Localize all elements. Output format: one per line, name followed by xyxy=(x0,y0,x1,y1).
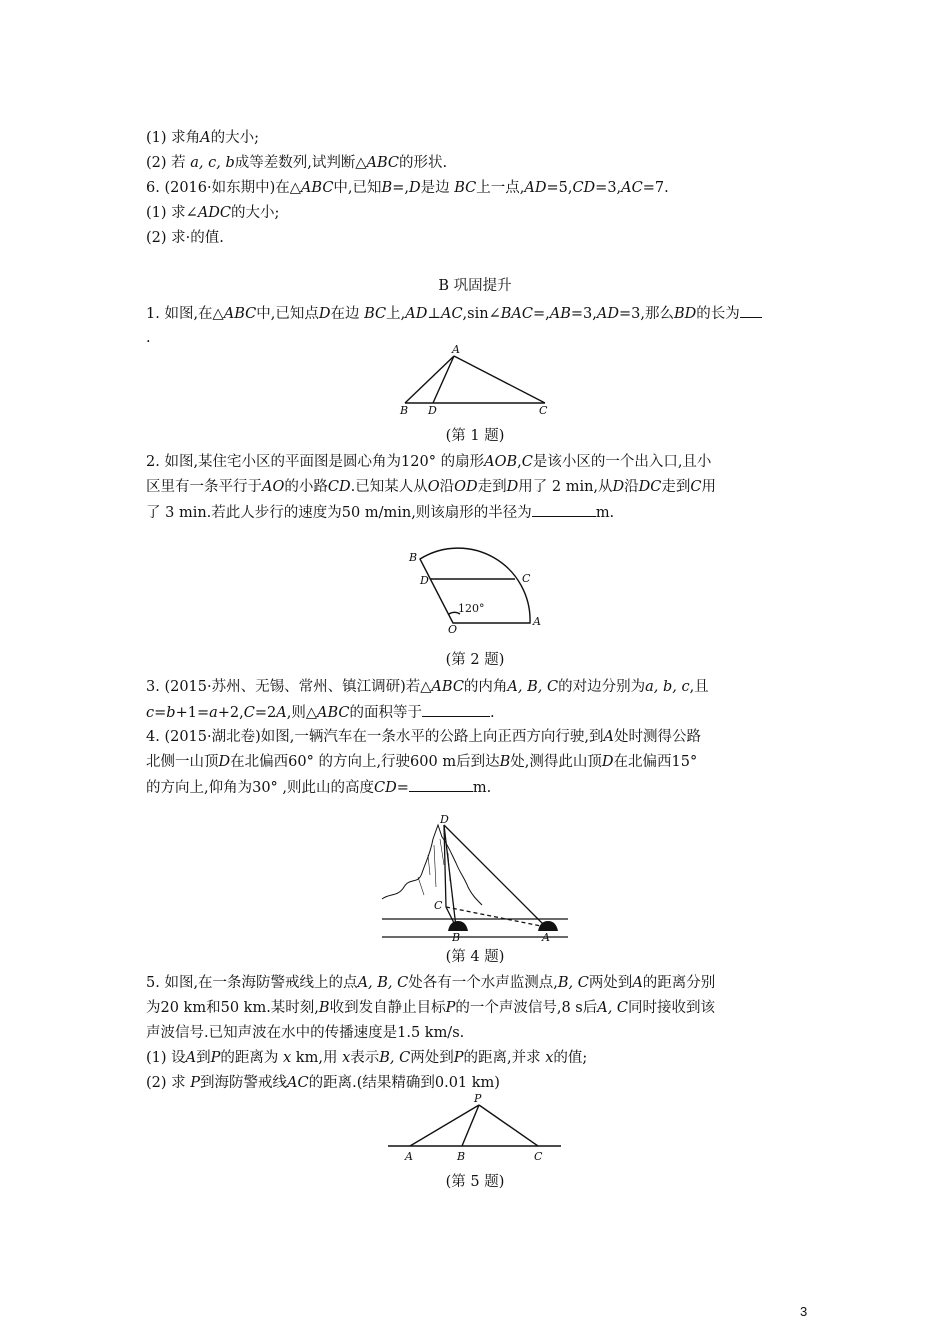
var: AOB xyxy=(484,454,518,470)
var: ABC xyxy=(316,705,350,721)
q5-sub2 xyxy=(146,153,447,173)
segment-da xyxy=(444,825,546,927)
var: CD xyxy=(374,780,397,796)
text: =, xyxy=(532,306,550,322)
text: 到 xyxy=(196,1050,211,1066)
text: 走到 xyxy=(477,479,507,495)
text: 上一点, xyxy=(476,180,525,196)
q5-sub-2 xyxy=(146,1073,500,1093)
var: ABC xyxy=(223,306,257,322)
var: A, C xyxy=(597,1000,629,1016)
car-b-icon xyxy=(448,921,468,931)
text: (1) 设 xyxy=(146,1050,186,1066)
label-c: C xyxy=(522,572,531,585)
answer-blank xyxy=(409,777,473,792)
var: D xyxy=(612,479,625,495)
var: x xyxy=(283,1050,292,1066)
var: OD xyxy=(454,479,478,495)
text: 成等差数列,试判断△ xyxy=(234,155,367,171)
q1-figure xyxy=(395,343,560,418)
segment-ap xyxy=(410,1105,479,1146)
text: 的距离,并求 xyxy=(463,1050,541,1066)
text: 的大小; xyxy=(231,205,280,221)
var: CD xyxy=(572,180,596,196)
text: 是该小区的一个出入口,且小 xyxy=(532,454,712,470)
var: AB xyxy=(549,306,571,322)
q1-stem xyxy=(146,303,762,324)
text: (2) 若 xyxy=(146,155,186,171)
text: 的距离.(结果精确到0.01 km) xyxy=(308,1075,500,1091)
text: 的距离分别 xyxy=(642,975,716,991)
q4-figure xyxy=(378,815,573,945)
var: A, B, C xyxy=(357,975,409,991)
text: , xyxy=(517,454,522,470)
label-d: D xyxy=(420,574,429,587)
text: =7. xyxy=(642,180,669,196)
text: (2) 求 xyxy=(146,1075,186,1091)
q5-caption: (第 5 题) xyxy=(445,1174,505,1190)
segment-bp xyxy=(462,1105,479,1146)
var: c xyxy=(146,705,155,721)
text: 的对边分别为 xyxy=(558,679,646,695)
segment-ab xyxy=(405,356,454,403)
label-d: D xyxy=(440,813,449,826)
text: =3,那么 xyxy=(618,306,674,322)
text: =5, xyxy=(546,180,573,196)
var: B, C xyxy=(557,975,589,991)
text: 的距离为 xyxy=(220,1050,279,1066)
q6-sub1 xyxy=(146,203,279,223)
text: ,sin∠ xyxy=(462,306,501,322)
q4-line3 xyxy=(146,777,491,798)
text: =3, xyxy=(595,180,622,196)
text: 3. (2015·苏州、无锡、常州、镇江调研)若△ xyxy=(146,679,432,695)
text: 用 xyxy=(701,479,717,495)
var: B, C xyxy=(379,1050,411,1066)
text: (1) 求∠ xyxy=(146,205,198,221)
text: 的内角 xyxy=(463,679,508,695)
var: AD xyxy=(596,306,619,322)
var: BC xyxy=(364,306,387,322)
text: 用了 2 min,从 xyxy=(518,479,613,495)
var: C xyxy=(690,479,702,495)
q2-line3 xyxy=(146,502,614,523)
text: = xyxy=(154,705,167,721)
text: ,则△ xyxy=(286,705,317,721)
var: D xyxy=(318,306,331,322)
text: +1= xyxy=(175,705,210,721)
text: 的一个声波信号,8 s后 xyxy=(455,1000,598,1016)
text: 上, xyxy=(386,306,406,322)
text: 5. 如图,在一条海防警戒线上的点 xyxy=(146,975,358,991)
text: 区里有一条平行于 xyxy=(146,479,262,495)
var: b xyxy=(166,705,176,721)
label-o: O xyxy=(448,623,458,636)
segment-ad xyxy=(433,356,454,403)
text: 的形状. xyxy=(399,155,448,171)
var: A xyxy=(276,705,287,721)
var: B xyxy=(381,180,393,196)
page-number: 3 xyxy=(800,1304,808,1319)
text: 两处到 xyxy=(410,1050,454,1066)
var: A xyxy=(632,975,643,991)
text: = xyxy=(396,780,409,796)
var: ABC xyxy=(431,679,464,695)
var: AD xyxy=(524,180,547,196)
q4-line1 xyxy=(146,727,701,747)
text: +2, xyxy=(217,705,244,721)
text: ,且 xyxy=(689,679,709,695)
text: 北侧一山顶 xyxy=(146,754,219,770)
text: 的小路 xyxy=(284,479,328,495)
q4-caption: (第 4 题) xyxy=(445,949,505,965)
text: 2. 如图,某住宅小区的平面图是圆心角为120° 的扇形 xyxy=(146,454,485,470)
var: D xyxy=(506,479,519,495)
q2-line1 xyxy=(146,452,711,472)
text: 中,已知 xyxy=(333,180,382,196)
var: P xyxy=(210,1050,221,1066)
q2-line2 xyxy=(146,477,716,497)
var: D xyxy=(601,754,614,770)
text: km,用 xyxy=(291,1050,338,1066)
label-a: A xyxy=(542,931,550,944)
text: =2 xyxy=(254,705,277,721)
var: A, B, C xyxy=(507,679,559,695)
text: 的面积等于 xyxy=(349,705,422,721)
text: 了 3 min.若此人步行的速度为50 m/min,则该扇形的半径为 xyxy=(146,505,532,521)
text: .已知某人从 xyxy=(350,479,428,495)
q2-caption: (第 2 题) xyxy=(445,652,505,668)
text: 6. (2016·如东期中)在△ xyxy=(146,180,301,196)
var: P xyxy=(453,1050,464,1066)
text: 同时接收到该 xyxy=(628,1000,716,1016)
text: 的值; xyxy=(553,1050,588,1066)
var: AO xyxy=(262,479,285,495)
q6-stem xyxy=(146,178,669,198)
var: B xyxy=(318,1000,330,1016)
var: BD xyxy=(673,306,697,322)
var: C xyxy=(243,705,255,721)
segment-ac xyxy=(454,356,545,403)
text: 处时测得公路 xyxy=(613,729,701,745)
text: 1. 如图,在△ xyxy=(146,306,224,322)
text: . xyxy=(489,705,495,721)
var: ADC xyxy=(197,205,232,221)
var: AC xyxy=(621,180,643,196)
answer-blank xyxy=(532,502,596,517)
text: ⊥ xyxy=(427,306,441,322)
section-b-title: B 巩固提升 xyxy=(438,278,512,294)
var: D xyxy=(408,180,421,196)
q5-line1 xyxy=(146,973,715,993)
var: ABC xyxy=(300,180,334,196)
answer-blank xyxy=(422,702,490,717)
text: 是边 xyxy=(420,180,450,196)
text: 到海防警戒线 xyxy=(200,1075,288,1091)
text: 沿 xyxy=(439,479,455,495)
label-c: C xyxy=(534,1150,543,1163)
label-a: A xyxy=(533,615,541,628)
q3-line1 xyxy=(146,677,709,697)
q3-line2 xyxy=(146,702,495,723)
var: AC xyxy=(287,1075,309,1091)
text: 处各有一个水声监测点, xyxy=(408,975,558,991)
var: BC xyxy=(454,180,477,196)
text: 的方向上,仰角为30° ,则此山的高度 xyxy=(146,780,375,796)
label-a: A xyxy=(452,343,460,356)
var: a xyxy=(209,705,218,721)
var: AC xyxy=(440,306,463,322)
var: A xyxy=(603,729,614,745)
text: m. xyxy=(472,780,492,796)
label-d: D xyxy=(428,404,437,417)
text: 收到发自静止目标 xyxy=(329,1000,446,1016)
text: 沿 xyxy=(624,479,639,495)
text: =3, xyxy=(570,306,597,322)
q5-sub1 xyxy=(146,128,259,148)
q6-sub2: (2) 求·的值. xyxy=(146,230,224,246)
q1-caption: (第 1 题) xyxy=(445,428,505,444)
var: a, b, c xyxy=(645,679,690,695)
var: BAC xyxy=(500,306,533,322)
q4-line2 xyxy=(146,752,697,772)
var: A xyxy=(200,130,211,146)
text: 处,测得此山顶 xyxy=(510,754,602,770)
var: O xyxy=(427,479,440,495)
label-c: C xyxy=(539,404,548,417)
text: 两处到 xyxy=(588,975,633,991)
text: 在北偏西15° xyxy=(613,754,698,770)
text: 的长为 xyxy=(696,306,740,322)
label-b: B xyxy=(457,1150,466,1163)
text: =, xyxy=(392,180,409,196)
q5-sub-1 xyxy=(146,1048,587,1068)
var: D xyxy=(218,754,231,770)
var: P xyxy=(190,1075,201,1091)
label-b: B xyxy=(409,551,418,564)
text: 在北偏西60° 的方向上,行驶600 m后到达 xyxy=(230,754,500,770)
label-p: P xyxy=(474,1092,482,1105)
text: 4. (2015·湖北卷)如图,一辆汽车在一条水平的公路上向正西方向行驶,到 xyxy=(146,729,604,745)
var: A xyxy=(185,1050,197,1066)
text: 走到 xyxy=(661,479,691,495)
label-c: C xyxy=(434,899,443,912)
text: 中,已知点 xyxy=(256,306,319,322)
segment-cp xyxy=(479,1105,538,1146)
label-b: B xyxy=(452,931,461,944)
mountain-outline xyxy=(382,825,482,905)
var: AD xyxy=(405,306,428,322)
var: x xyxy=(545,1050,554,1066)
var: ABC xyxy=(366,155,400,171)
var: C xyxy=(521,454,533,470)
var: CD xyxy=(327,479,351,495)
var: a, c, b xyxy=(190,155,235,171)
text: (1) 求角 xyxy=(146,130,201,146)
q5-line3: 声波信号.已知声波在水中的传播速度是1.5 km/s. xyxy=(146,1025,465,1041)
var: DC xyxy=(638,479,662,495)
q2-figure xyxy=(403,544,548,634)
label-angle-120: 120° xyxy=(458,602,485,615)
q5-line2 xyxy=(146,998,715,1018)
label-a: A xyxy=(405,1150,413,1163)
q1-tail: . xyxy=(146,330,151,346)
var: B xyxy=(499,754,511,770)
text: 表示 xyxy=(350,1050,380,1066)
text: 的大小; xyxy=(210,130,260,146)
text: m. xyxy=(595,505,615,521)
text: 为20 km和50 km.某时刻, xyxy=(146,1000,319,1016)
q5-figure xyxy=(385,1092,565,1164)
answer-blank xyxy=(740,303,762,318)
var: x xyxy=(342,1050,351,1066)
text: 在边 xyxy=(330,306,360,322)
var: P xyxy=(445,1000,456,1016)
label-b: B xyxy=(400,404,409,417)
